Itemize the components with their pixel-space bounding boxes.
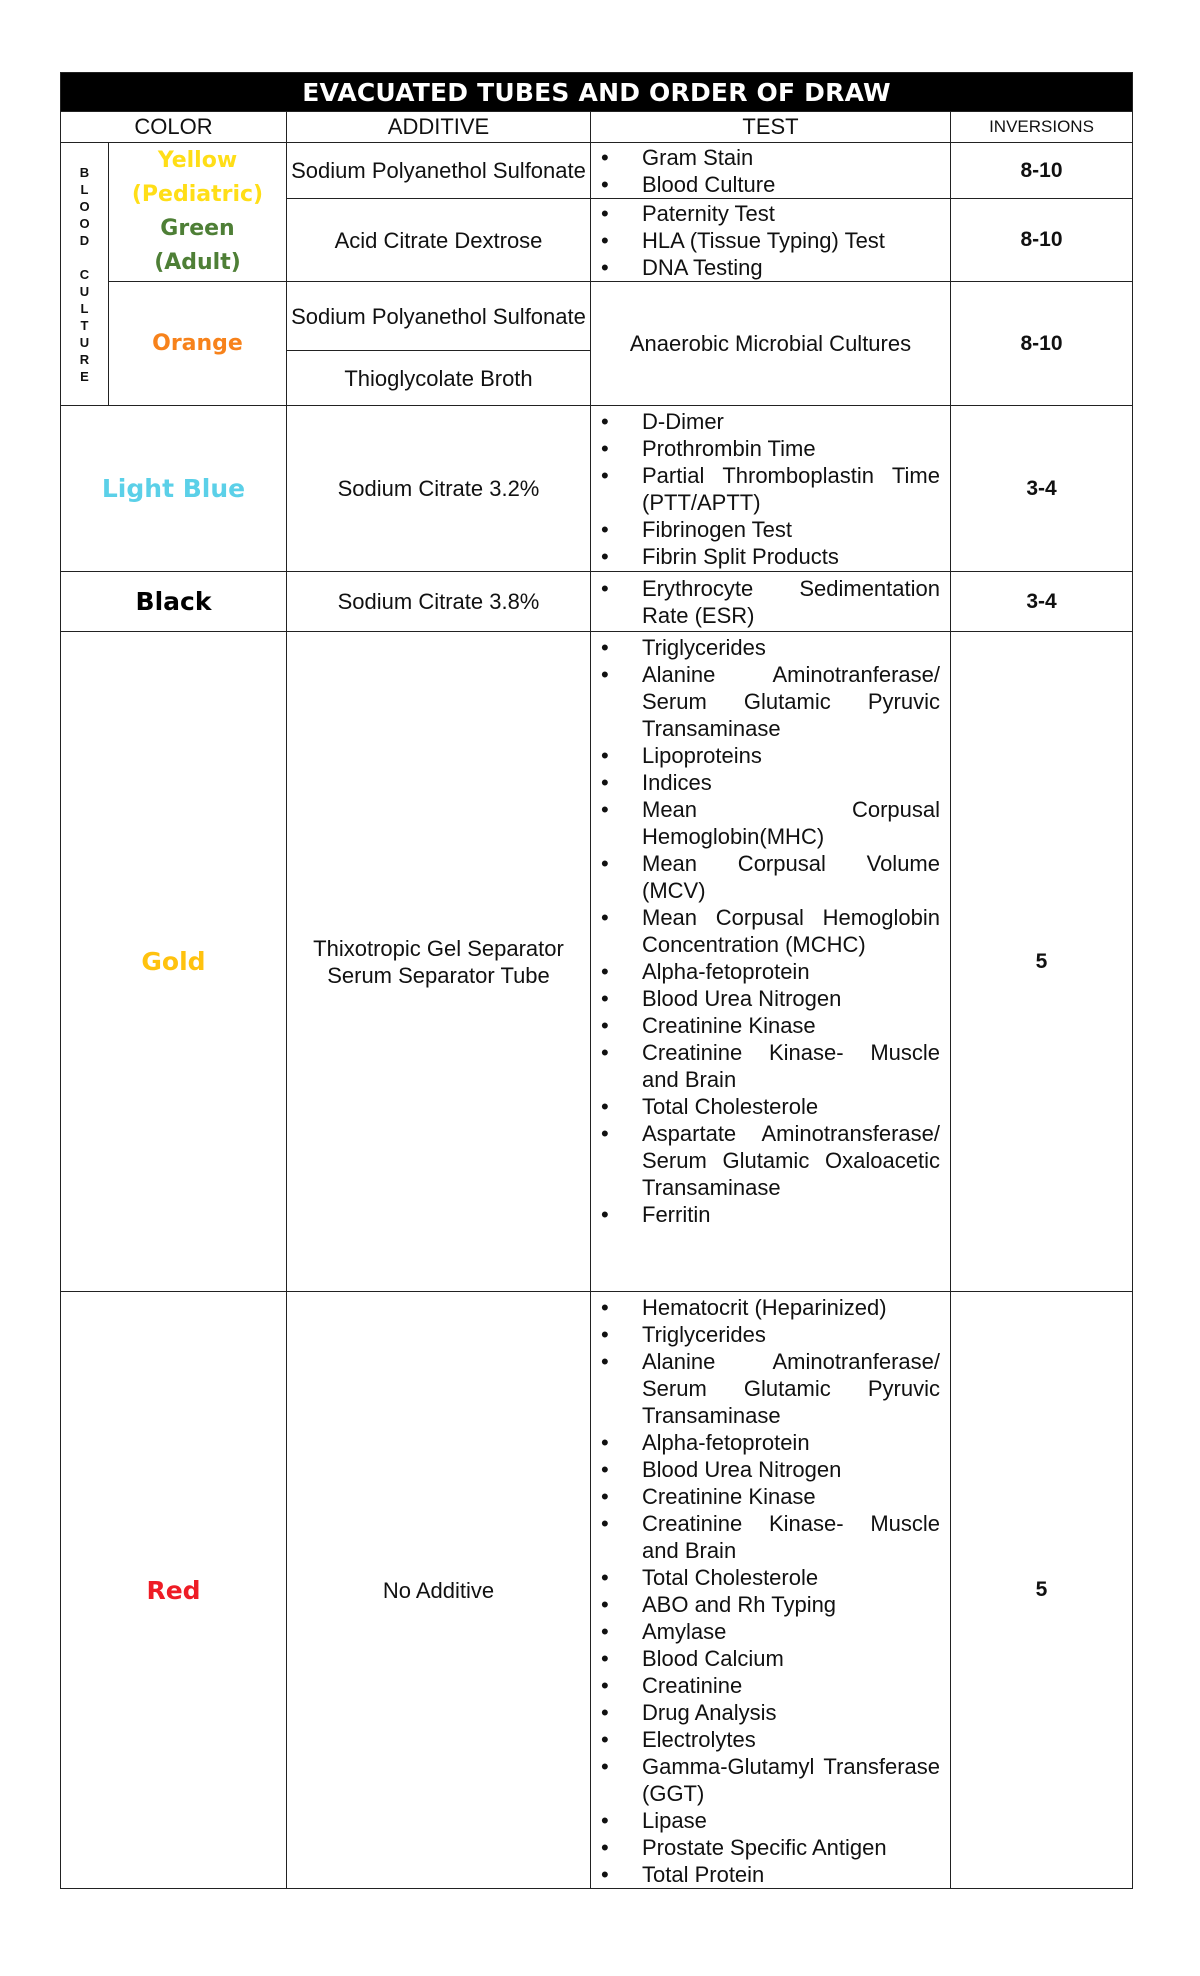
header-color: COLOR (61, 112, 287, 143)
red-test-list (591, 1294, 950, 1888)
test-list-item: • Lipoproteins (601, 742, 940, 769)
table-row (61, 406, 1133, 572)
sps-inversions: 8-10 (951, 143, 1133, 199)
test-list-item: • Mean Corpusal Volume (MCV) (601, 850, 940, 904)
table-title: EVACUATED TUBES AND ORDER OF DRAW (61, 73, 1133, 112)
vertical-letter: B (79, 164, 90, 180)
test-list-item: • Hematocrit (Heparinized) (601, 1294, 940, 1321)
test-list-item: • Ferritin (601, 1201, 940, 1228)
red-tests-cell (591, 1292, 951, 1889)
test-list-item: • Total Cholesterole (601, 1093, 940, 1120)
sps-test-list (591, 144, 950, 198)
vertical-letter: C (79, 266, 90, 282)
red-inversions: 5 (951, 1292, 1133, 1889)
test-list-item: • ABO and Rh Typing (601, 1591, 940, 1618)
test-list-item: • Fibrinogen Test (601, 516, 940, 543)
test-list-item: • Blood Calcium (601, 1645, 940, 1672)
gold-additive-sst: Serum Separator Tube (327, 962, 550, 988)
test-list-item: • HLA (Tissue Typing) Test (601, 227, 940, 254)
gold-additive-cell (287, 632, 591, 1292)
test-list-item: • Creatinine Kinase- Muscle and Brain (601, 1039, 940, 1093)
test-list-item: • DNA Testing (601, 254, 940, 281)
black-additive: Sodium Citrate 3.8% (287, 572, 591, 632)
acd-inversions: 8-10 (951, 199, 1133, 282)
test-list-item: • Mean Corpusal Hemoglobin(MHC) (601, 796, 940, 850)
vertical-letter: U (79, 334, 90, 350)
sps-additive: Sodium Polyanethol Sulfonate (287, 143, 591, 199)
test-list-item: • Lipase (601, 1807, 940, 1834)
vertical-letter: L (80, 181, 89, 197)
test-list-item: • Electrolytes (601, 1726, 940, 1753)
acd-tests-cell (591, 199, 951, 282)
orange-additive-broth: Thioglycolate Broth (287, 351, 591, 406)
test-list-item: • Alanine Aminotranferase/ Serum Glutamic Pyruvic Transaminase (601, 661, 940, 742)
orange-additive-sps: Sodium Polyanethol Sulfonate (287, 282, 591, 351)
header-inversions: INVERSIONS (951, 112, 1133, 143)
light-blue-additive: Sodium Citrate 3.2% (287, 406, 591, 572)
test-list-item: • Indices (601, 769, 940, 796)
header-test: TEST (591, 112, 951, 143)
acd-additive: Acid Citrate Dextrose (287, 199, 591, 282)
gold-color-cell: Gold (61, 632, 287, 1292)
blood-culture-vertical-label (61, 143, 109, 406)
pediatric-label: (Pediatric) (131, 182, 264, 207)
table-row (61, 282, 1133, 351)
yellow-label: Yellow (157, 148, 238, 173)
orange-color-cell: Orange (109, 282, 287, 406)
light-blue-tests-cell (591, 406, 951, 572)
orange-test: Anaerobic Microbial Cultures (591, 282, 951, 406)
test-list-item: • Gram Stain (601, 144, 940, 171)
test-list-item: • Total Protein (601, 1861, 940, 1888)
red-additive: No Additive (287, 1292, 591, 1889)
test-list-item: • Erythrocyte Sedimentation Rate (ESR) (601, 575, 940, 629)
test-list-item: • Total Cholesterole (601, 1564, 940, 1591)
sps-tests-cell (591, 143, 951, 199)
vertical-letter: R (79, 351, 90, 367)
table-row (61, 572, 1133, 632)
test-list-item: • Creatinine Kinase (601, 1012, 940, 1039)
vertical-letter (61, 249, 108, 266)
red-color-cell: Red (61, 1292, 287, 1889)
green-label: Green (160, 216, 235, 241)
test-list-item: • Creatinine (601, 1672, 940, 1699)
test-list-item: • Fibrin Split Products (601, 543, 940, 570)
test-list-item: • Blood Urea Nitrogen (601, 1456, 940, 1483)
test-list-item: • Paternity Test (601, 200, 940, 227)
test-list-item: • Alpha-fetoprotein (601, 1429, 940, 1456)
table-row (61, 143, 1133, 199)
test-list-item: • Drug Analysis (601, 1699, 940, 1726)
acd-test-list (591, 200, 950, 281)
light-blue-test-list (591, 408, 950, 570)
yellow-green-color-cell (109, 143, 287, 282)
test-list-item: • D-Dimer (601, 408, 940, 435)
black-test-list (591, 575, 950, 629)
test-list-item: • Alpha-fetoprotein (601, 958, 940, 985)
vertical-letter: E (80, 368, 89, 384)
test-list-item: • Blood Culture (601, 171, 940, 198)
light-blue-color-cell: Light Blue (61, 406, 287, 572)
black-color-cell: Black (61, 572, 287, 632)
order-of-draw-table (60, 72, 1133, 1889)
black-inversions: 3-4 (951, 572, 1133, 632)
gold-tests-cell (591, 632, 951, 1292)
test-list-item: • Gamma-Glutamyl Transferase (GGT) (601, 1753, 940, 1807)
vertical-letter: U (79, 283, 90, 299)
test-list-item: • Blood Urea Nitrogen (601, 985, 940, 1012)
test-list-item: • Amylase (601, 1618, 940, 1645)
vertical-letter: L (80, 300, 89, 316)
vertical-letter: O (79, 215, 90, 231)
test-list-item: • Partial Thromboplastin Time (PTT/APTT) (601, 462, 940, 516)
light-blue-inversions: 3-4 (951, 406, 1133, 572)
vertical-letter: T (80, 317, 89, 333)
test-list-item: • Alanine Aminotranferase/ Serum Glutamic Pyruvic Transaminase (601, 1348, 940, 1429)
adult-label: (Adult) (154, 250, 241, 275)
table-row (61, 632, 1133, 1292)
test-list-item: • Creatinine Kinase (601, 1483, 940, 1510)
test-list-item: • Triglycerides (601, 634, 940, 661)
gold-additive-gel: Thixotropic Gel Separator (313, 935, 564, 961)
table-row (61, 1292, 1133, 1889)
test-list-item: • Triglycerides (601, 1321, 940, 1348)
vertical-letter: O (79, 198, 90, 214)
header-additive: ADDITIVE (287, 112, 591, 143)
black-tests-cell (591, 572, 951, 632)
test-list-item: • Mean Corpusal Hemoglobin Concentration (MCHC) (601, 904, 940, 958)
test-list-item: • Creatinine Kinase- Muscle and Brain (601, 1510, 940, 1564)
test-list-item: • Prothrombin Time (601, 435, 940, 462)
gold-test-list (591, 634, 950, 1228)
test-list-item: • Prostate Specific Antigen (601, 1834, 940, 1861)
gold-inversions: 5 (951, 632, 1133, 1292)
test-list-item: • Aspartate Aminotransferase/ Serum Glutamic Oxaloacetic Transaminase (601, 1120, 940, 1201)
orange-inversions: 8-10 (951, 282, 1133, 406)
vertical-letter: D (79, 232, 90, 248)
